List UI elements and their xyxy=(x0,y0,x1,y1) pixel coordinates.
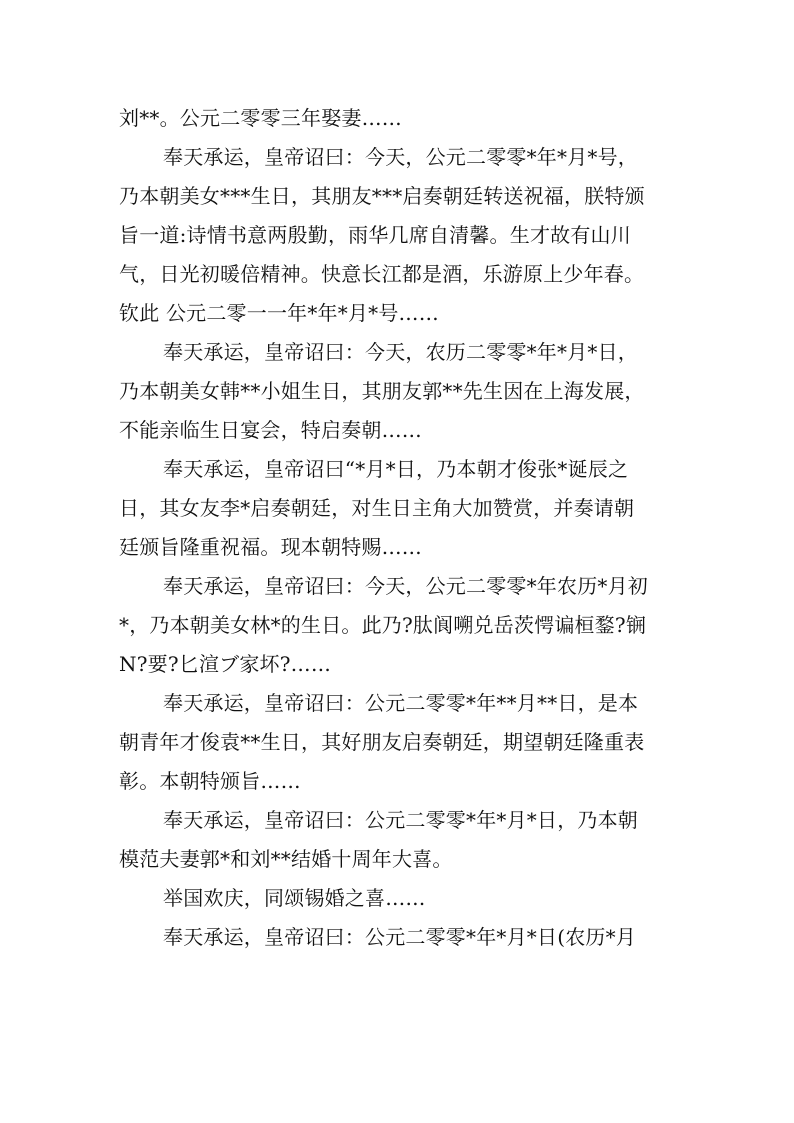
text-line: 奉天承运，皇帝诏曰：公元二零零*年*月*日(农历*月 xyxy=(163,925,637,949)
text-line: 不能亲临生日宴会，特启奏朝…… xyxy=(119,418,422,442)
paragraph xyxy=(119,99,679,138)
text-line: *，乃本朝美女林*的生日。此乃?肽阆嗍兑岳茨愕谝桓鍪?锎 xyxy=(119,613,647,637)
text-line: 奉天承运，皇帝诏曰：今天，公元二零零*年*月*号， xyxy=(163,145,638,169)
text-line: 奉天承运，皇帝诏曰：今天，农历二零零*年*月*日， xyxy=(163,340,638,364)
text-line: 日，其女友李*启奏朝廷，对生日主角大加赞赏，并奏请朝 xyxy=(119,496,635,520)
text-line: 廷颁旨隆重祝福。现本朝特赐…… xyxy=(119,535,422,559)
paragraph xyxy=(119,918,679,957)
paragraph xyxy=(119,801,679,879)
text-line: 奉天承运，皇帝诏曰：公元二零零*年**月**日，是本 xyxy=(163,691,639,715)
paragraph xyxy=(119,138,679,333)
text-line: N?要?匕渲ブ家坏?…… xyxy=(119,652,332,676)
paragraph xyxy=(119,567,679,684)
text-line: 刘**。公元二零零三年娶妻…… xyxy=(119,106,402,130)
paragraph xyxy=(119,879,679,918)
text-line: 气，日光初暖倍精神。快意长江都是酒，乐游原上少年春。 xyxy=(119,262,645,286)
text-line: 奉天承运，皇帝诏曰：公元二零零*年*月*日，乃本朝 xyxy=(163,808,638,832)
text-line: 奉天承运，皇帝诏曰：今天，公元二零零*年农历*月初 xyxy=(163,574,648,598)
text-line: 钦此 公元二零一一年*年*月*号…… xyxy=(119,301,439,325)
text-line: 朝青年才俊袁**生日，其好朋友启奏朝廷，期望朝廷隆重表 xyxy=(119,730,645,754)
text-line: 模范夫妻郭*和刘**结婚十周年大喜。 xyxy=(119,847,453,871)
document-body xyxy=(119,99,679,957)
paragraph xyxy=(119,333,679,450)
paragraph xyxy=(119,450,679,567)
text-line: 乃本朝美女***生日，其朋友***启奏朝廷转送祝福，朕特颁 xyxy=(119,184,645,208)
text-line: 举国欢庆，同颂锡婚之喜…… xyxy=(163,886,426,910)
text-line: 乃本朝美女韩**小姐生日，其朋友郭**先生因在上海发展， xyxy=(119,379,645,403)
text-line: 彰。本朝特颁旨…… xyxy=(119,769,301,793)
paragraph xyxy=(119,684,679,801)
text-line: 旨一道:诗情书意两殷勤，雨华几席自清馨。生才故有山川 xyxy=(119,223,631,247)
text-line: 奉天承运，皇帝诏曰“*月*日，乃本朝才俊张*诞辰之 xyxy=(163,457,629,481)
